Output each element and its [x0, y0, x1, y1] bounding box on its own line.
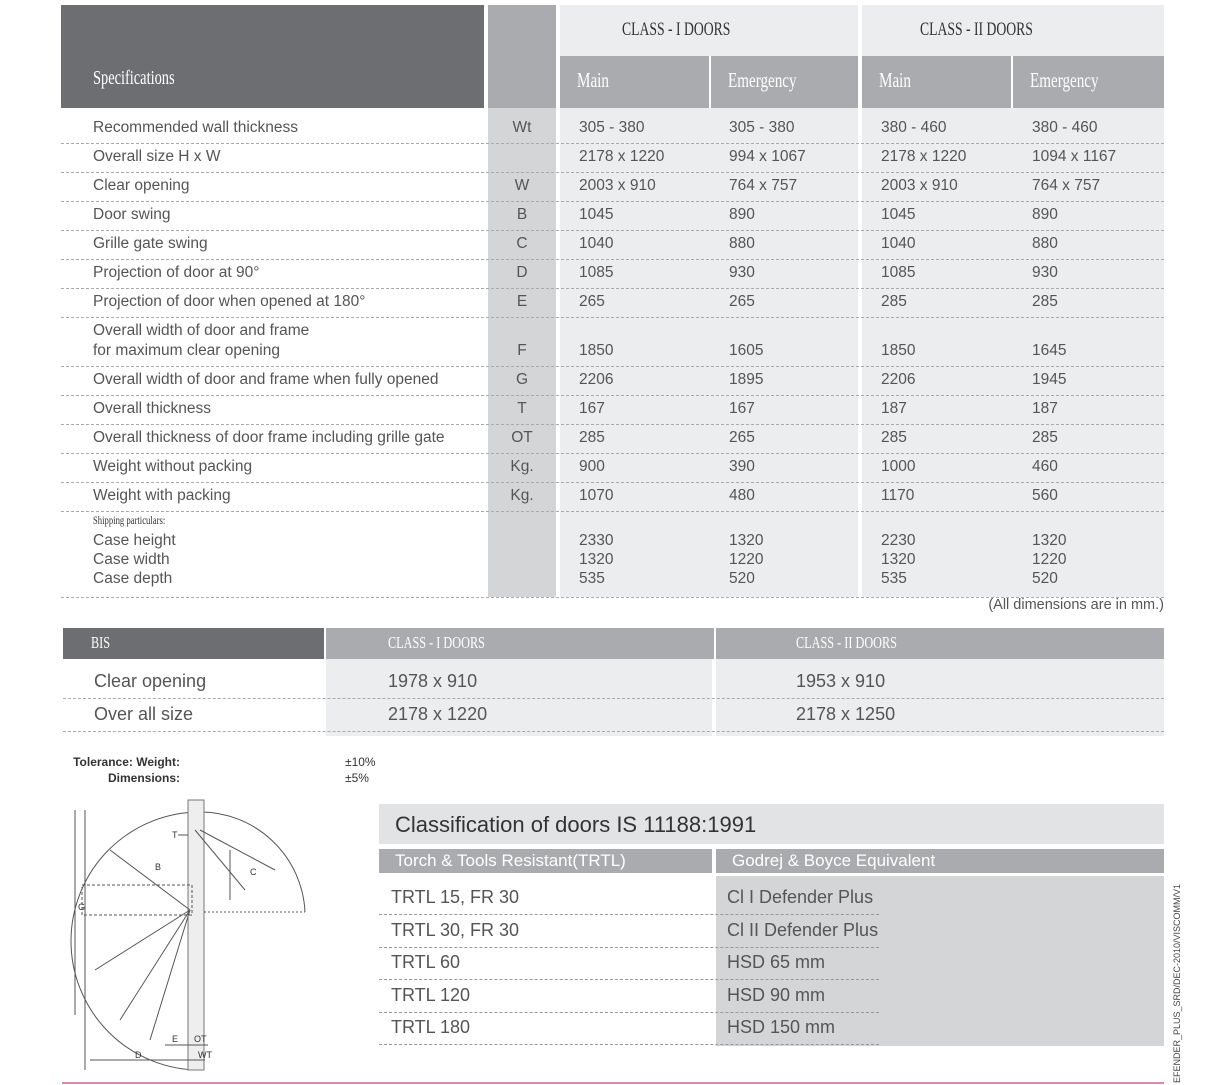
spec-value: 380 - 460 — [1032, 119, 1098, 136]
spec-row — [61, 115, 1164, 144]
diagram-label-c: C — [250, 867, 257, 877]
spec-value: 1895 — [729, 371, 764, 388]
spec-label: Overall size H x W — [93, 148, 221, 165]
classification-row: TRTL 30, FR 30 Cl II Defender Plus — [379, 915, 879, 948]
spec-value: 994 x 1067 — [729, 148, 806, 165]
spec-code: F — [517, 342, 527, 359]
spec-value: 2003 x 910 — [881, 177, 958, 194]
specifications-table — [61, 5, 1164, 597]
spec-code: G — [515, 371, 529, 388]
spec-value: 890 — [729, 206, 755, 223]
spec-value: 285 — [1032, 429, 1058, 446]
spec-label: Overall width of door and frame — [93, 322, 310, 339]
spec-value: 1085 — [881, 264, 916, 281]
spec-value: 1040 — [881, 235, 916, 252]
document-code: EFENDER_PLUS_SRD/DEC-2010/VISCOMM/V1 — [1172, 883, 1182, 1083]
spec-label: Grille gate swing — [93, 235, 208, 252]
spec-code: OT — [511, 429, 533, 446]
diagram-label-wt: WT — [198, 1050, 212, 1060]
bis-header: BIS — [63, 628, 324, 659]
spec-value: 1070 — [579, 487, 614, 504]
diagram-label-d: D — [135, 1050, 142, 1060]
spec-row — [61, 231, 1164, 260]
godrej-header: Godrej & Boyce Equivalent — [716, 849, 1164, 873]
spec-value: 1000 — [881, 458, 916, 475]
spec-label: Overall thickness of door frame including grille gate — [93, 429, 445, 446]
classification-table — [379, 804, 1164, 1046]
spec-value: 764 x 757 — [1032, 177, 1101, 194]
spec-row — [61, 367, 1164, 396]
spec-value: 764 x 757 — [729, 177, 798, 194]
spec-label: Recommended wall thickness — [93, 119, 299, 136]
spec-row — [61, 260, 1164, 289]
spec-value: 390 — [729, 458, 755, 475]
spec-value: 1645 — [1032, 342, 1067, 359]
spec-value: 880 — [729, 235, 755, 252]
bis-class1-header: CLASS - I DOORS — [326, 628, 714, 659]
spec-value: 1045 — [579, 206, 614, 223]
classification-row: TRTL 180 HSD 150 mm — [379, 1012, 879, 1045]
spec-value: 285 — [881, 429, 907, 446]
door-swing-diagram — [60, 790, 320, 1075]
spec-row — [61, 202, 1164, 231]
spec-value: 930 — [1032, 264, 1058, 281]
spec-value: 930 — [729, 264, 755, 281]
spec-code: E — [516, 293, 528, 310]
spec-code: Kg. — [510, 458, 534, 475]
spec-value: 265 — [579, 293, 605, 310]
spec-value: 167 — [729, 400, 755, 417]
bis-row: Over all size 2178 x 1220 2178 x 1250 — [63, 698, 1164, 732]
subheader-main-2: Main — [862, 56, 1011, 108]
shipping-row: Shipping particulars: Case height Case width Case depth 2330 1320 535 1320 1220 520 2230 1320 535 1320 1220 520 — [61, 509, 1164, 598]
spec-code: W — [514, 177, 530, 194]
spec-value: 480 — [729, 487, 755, 504]
spec-value: 1945 — [1032, 371, 1067, 388]
spec-label: Weight with packing — [93, 487, 231, 504]
spec-label: Overall thickness — [93, 400, 212, 417]
spec-row — [61, 454, 1164, 483]
spec-value: 1850 — [579, 342, 614, 359]
diagram-label-t: T — [172, 830, 178, 840]
specifications-header — [61, 5, 484, 108]
spec-label: Clear opening — [93, 177, 190, 194]
spec-label: for maximum clear opening — [93, 342, 280, 359]
diagram-label-e: E — [172, 1034, 179, 1044]
spec-value: 1605 — [729, 342, 764, 359]
spec-value: 265 — [729, 429, 755, 446]
spec-value: 1094 x 1167 — [1032, 148, 1117, 165]
spec-row — [61, 483, 1164, 512]
spec-code: D — [516, 264, 528, 281]
spec-row — [61, 289, 1164, 318]
spec-value: 305 - 380 — [729, 119, 795, 136]
spec-label: Overall width of door and frame when fully opened — [93, 371, 439, 388]
spec-value: 1850 — [881, 342, 916, 359]
spec-value: 2003 x 910 — [579, 177, 656, 194]
spec-row — [61, 173, 1164, 202]
bis-row: Clear opening 1978 x 910 1953 x 910 — [63, 665, 1164, 699]
spec-value: 305 - 380 — [579, 119, 645, 136]
spec-value: 1040 — [579, 235, 614, 252]
spec-row — [61, 425, 1164, 454]
specifications-title: Specifications — [93, 67, 175, 89]
spec-value: 2178 x 1220 — [881, 148, 967, 165]
spec-code: T — [517, 400, 527, 417]
trtl-header: Torch & Tools Resistant(TRTL) — [379, 849, 712, 873]
spec-value: 460 — [1032, 458, 1058, 475]
spec-value: 560 — [1032, 487, 1058, 504]
dimensions-note: (All dimensions are in mm.) — [988, 597, 1164, 613]
spec-code: Wt — [512, 119, 532, 136]
spec-label: Projection of door at 90° — [93, 264, 260, 281]
spec-value: 285 — [579, 429, 605, 446]
classification-row: TRTL 60 HSD 65 mm — [379, 947, 879, 980]
bis-class2-header: CLASS - II DOORS — [716, 628, 1164, 659]
spec-value: 890 — [1032, 206, 1058, 223]
spec-value: 1045 — [881, 206, 916, 223]
spec-label: Door swing — [93, 206, 171, 223]
spec-code: C — [516, 235, 528, 252]
spec-value: 285 — [881, 293, 907, 310]
footer-rule — [62, 1082, 1164, 1084]
spec-row — [61, 396, 1164, 425]
spec-value: 2206 — [579, 371, 614, 388]
spec-value: 2206 — [881, 371, 916, 388]
class1-header: CLASS - I DOORS — [560, 5, 858, 56]
spec-code: Kg. — [510, 487, 534, 504]
bis-table — [63, 628, 1164, 736]
spec-value: 880 — [1032, 235, 1058, 252]
class2-header: CLASS - II DOORS — [862, 5, 1164, 56]
spec-row — [61, 318, 1164, 367]
subheader-main-1: Main — [560, 56, 709, 108]
spec-value: 1170 — [881, 487, 915, 504]
spec-row — [61, 144, 1164, 173]
spec-value: 265 — [729, 293, 755, 310]
classification-title: Classification of doors IS 11188:1991 — [395, 812, 757, 837]
spec-value: 187 — [1032, 400, 1058, 417]
diagram-label-ot: OT — [194, 1034, 207, 1044]
spec-label: Weight without packing — [93, 458, 253, 475]
diagram-label-b: B — [155, 862, 162, 872]
spec-value: 1085 — [579, 264, 614, 281]
spec-value: 285 — [1032, 293, 1058, 310]
classification-row: TRTL 120 HSD 90 mm — [379, 980, 879, 1013]
spec-code: B — [516, 206, 528, 223]
spec-value: 900 — [579, 458, 605, 475]
spec-value: 380 - 460 — [881, 119, 947, 136]
spec-value: 2178 x 1220 — [579, 148, 665, 165]
classification-row: TRTL 15, FR 30 Cl I Defender Plus — [379, 882, 879, 915]
shipping-title: Shipping particulars: — [93, 513, 166, 527]
spec-value: 187 — [881, 400, 907, 417]
diagram-label-g: G — [78, 902, 86, 912]
classification-title-bar — [379, 804, 1164, 844]
spec-label: Projection of door when opened at 180° — [93, 293, 366, 310]
subheader-emergency-1: Emergency — [711, 56, 858, 108]
spec-value: 167 — [579, 400, 605, 417]
subheader-emergency-2: Emergency — [1013, 56, 1164, 108]
